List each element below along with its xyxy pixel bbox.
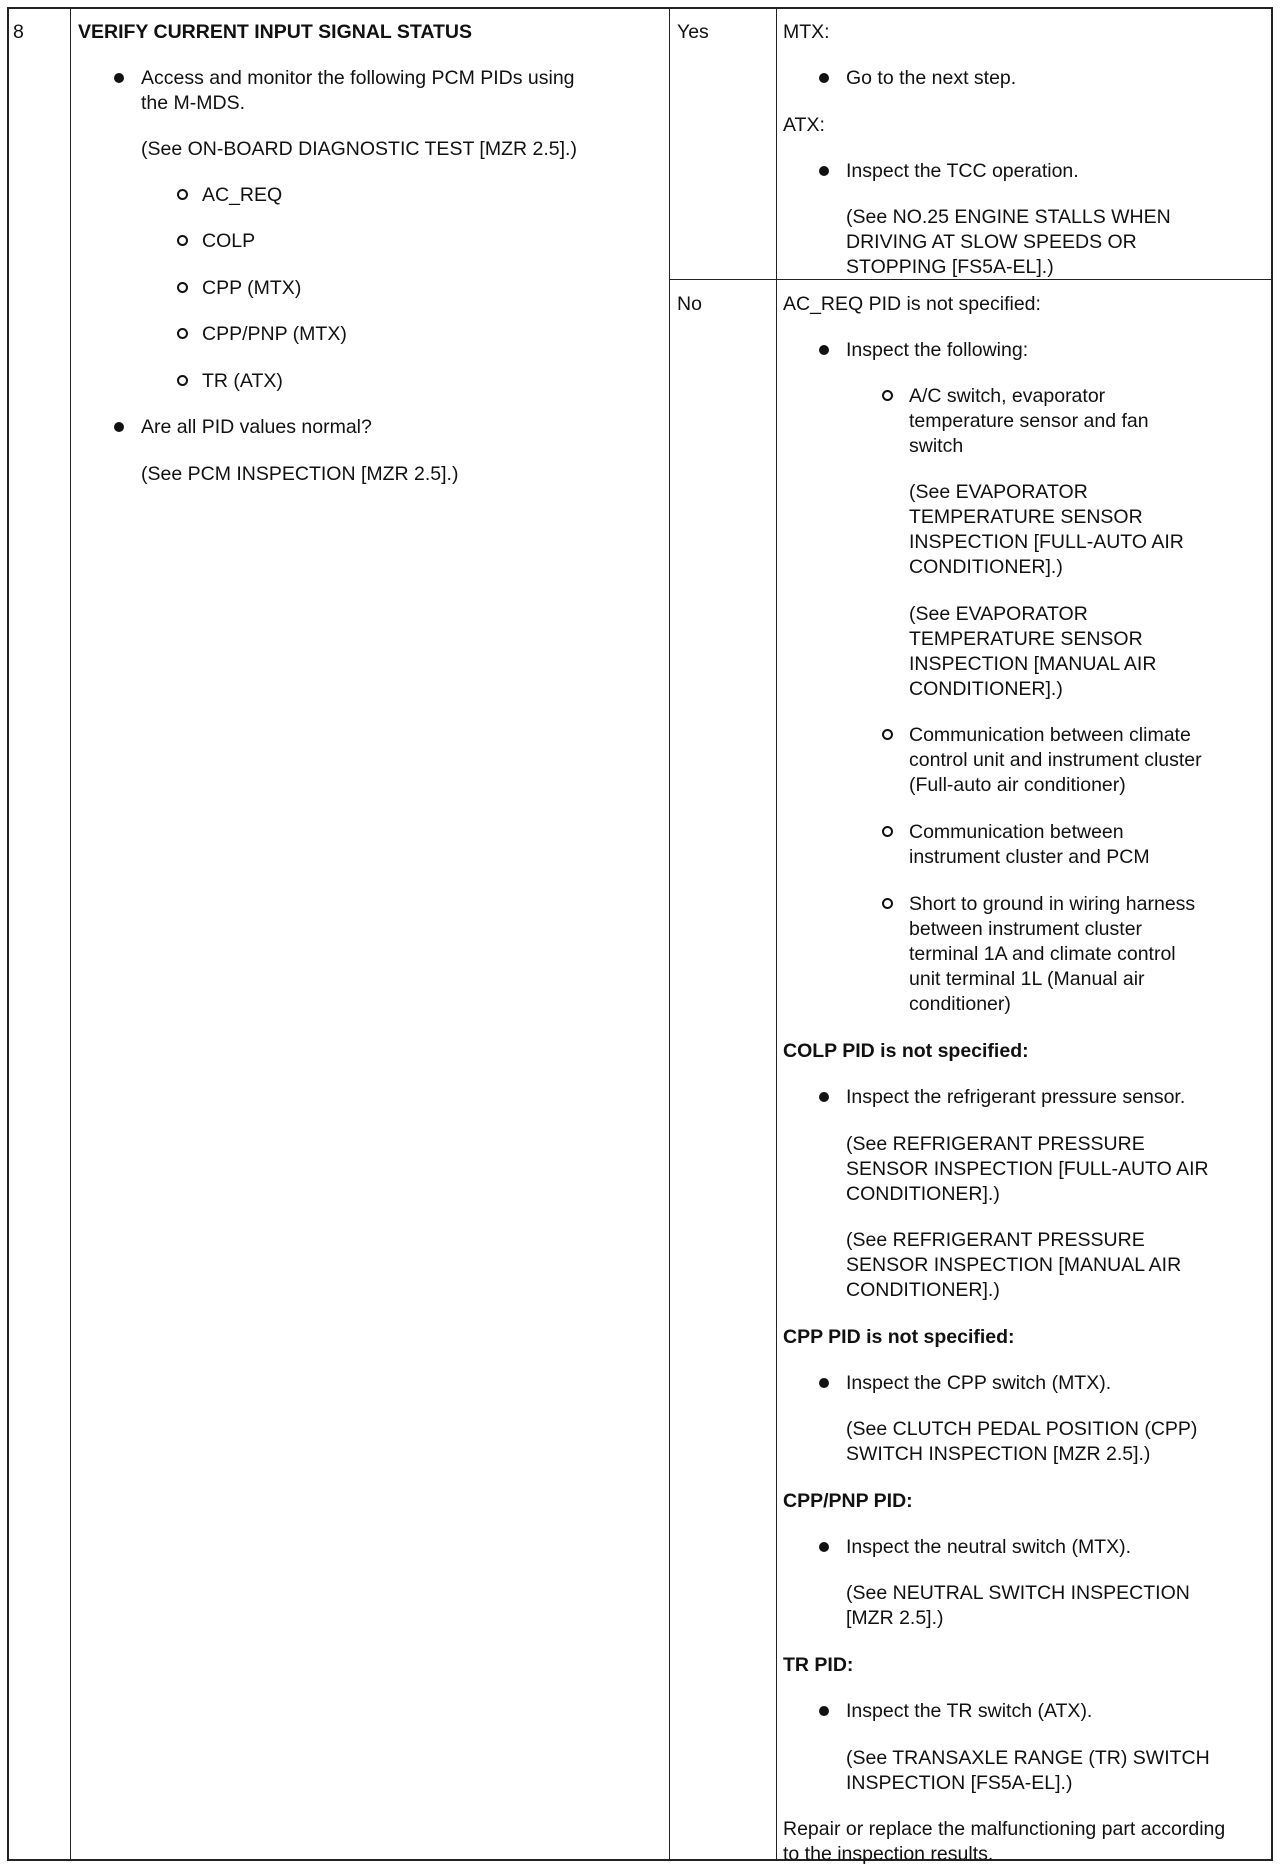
sub-item-text: conditioner): [909, 993, 1011, 1015]
sub-item-text: (Full-auto air conditioner): [909, 774, 1126, 796]
circle-bullet-icon: [177, 282, 188, 293]
acreq-heading: AC_REQ PID is not specified:: [783, 293, 1041, 315]
reference-text: CONDITIONER].): [909, 556, 1063, 578]
cpp-heading: CPP PID is not specified:: [783, 1326, 1015, 1348]
reference-text: CONDITIONER].): [846, 1183, 1000, 1205]
reference-text: DRIVING AT SLOW SPEEDS OR: [846, 231, 1137, 253]
action-text: Go to the next step.: [846, 67, 1017, 89]
reference-text: SENSOR INSPECTION [MANUAL AIR: [846, 1254, 1182, 1276]
reference-text: (See TRANSAXLE RANGE (TR) SWITCH: [846, 1747, 1210, 1769]
tr-heading: TR PID:: [783, 1654, 854, 1676]
reference-text: INSPECTION [MANUAL AIR: [909, 653, 1157, 675]
column-divider: [669, 9, 670, 1859]
reference-text: (See ON-BOARD DIAGNOSTIC TEST [MZR 2.5].): [141, 138, 577, 160]
reference-text: SWITCH INSPECTION [MZR 2.5].): [846, 1443, 1151, 1465]
bullet-icon: [114, 73, 124, 83]
atx-heading: ATX:: [783, 114, 825, 136]
question-text: Are all PID values normal?: [141, 416, 372, 438]
reference-text: (See EVAPORATOR: [909, 603, 1088, 625]
bullet-icon: [819, 73, 829, 83]
reference-text: INSPECTION [FULL-AUTO AIR: [909, 531, 1184, 553]
circle-bullet-icon: [177, 189, 188, 200]
circle-bullet-icon: [882, 826, 893, 837]
circle-bullet-icon: [177, 235, 188, 246]
pid-item: AC_REQ: [202, 184, 283, 206]
sub-item-text: A/C switch, evaporator: [909, 385, 1106, 407]
action-text: Inspect the TCC operation.: [846, 160, 1079, 182]
no-label: No: [677, 293, 702, 315]
action-text: Inspect the following:: [846, 339, 1029, 361]
sub-item-text: between instrument cluster: [909, 918, 1143, 940]
pid-item: CPP (MTX): [202, 277, 302, 299]
action-text: Inspect the TR switch (ATX).: [846, 1700, 1093, 1722]
reference-text: (See REFRIGERANT PRESSURE: [846, 1229, 1145, 1251]
reference-text: (See NO.25 ENGINE STALLS WHEN: [846, 206, 1171, 228]
column-divider: [70, 9, 71, 1859]
sub-item-text: instrument cluster and PCM: [909, 846, 1150, 868]
action-text: Inspect the neutral switch (MTX).: [846, 1536, 1132, 1558]
colp-heading: COLP PID is not specified:: [783, 1040, 1029, 1062]
final-instruction: to the inspection results.: [783, 1843, 994, 1865]
pid-item: COLP: [202, 230, 256, 252]
reference-text: (See CLUTCH PEDAL POSITION (CPP): [846, 1418, 1198, 1440]
action-text: Inspect the CPP switch (MTX).: [846, 1372, 1112, 1394]
circle-bullet-icon: [177, 375, 188, 386]
reference-text: SENSOR INSPECTION [FULL-AUTO AIR: [846, 1158, 1209, 1180]
circle-bullet-icon: [177, 328, 188, 339]
bullet-icon: [114, 422, 124, 432]
cpppnp-heading: CPP/PNP PID:: [783, 1490, 913, 1512]
sub-item-text: Short to ground in wiring harness: [909, 893, 1196, 915]
reference-text: STOPPING [FS5A-EL].): [846, 256, 1054, 278]
sub-item-text: unit terminal 1L (Manual air: [909, 968, 1145, 990]
bullet-icon: [819, 166, 829, 176]
reference-text: (See REFRIGERANT PRESSURE: [846, 1133, 1145, 1155]
step-title: VERIFY CURRENT INPUT SIGNAL STATUS: [78, 21, 472, 43]
pid-item: CPP/PNP (MTX): [202, 323, 347, 345]
bullet-icon: [819, 1706, 829, 1716]
bullet-icon: [819, 1092, 829, 1102]
sub-item-text: control unit and instrument cluster: [909, 749, 1202, 771]
reference-text: (See PCM INSPECTION [MZR 2.5].): [141, 463, 459, 485]
mtx-heading: MTX:: [783, 21, 830, 43]
circle-bullet-icon: [882, 898, 893, 909]
reference-text: CONDITIONER].): [909, 678, 1063, 700]
sub-item-text: terminal 1A and climate control: [909, 943, 1176, 965]
bullet-icon: [819, 1378, 829, 1388]
pid-item: TR (ATX): [202, 370, 283, 392]
circle-bullet-icon: [882, 390, 893, 401]
action-text: Inspect the refrigerant pressure sensor.: [846, 1086, 1186, 1108]
sub-item-text: Communication between: [909, 821, 1124, 843]
reference-text: (See EVAPORATOR: [909, 481, 1088, 503]
final-instruction: Repair or replace the malfunctioning part according: [783, 1818, 1226, 1840]
bullet-icon: [819, 1542, 829, 1552]
sub-item-text: Communication between climate: [909, 724, 1191, 746]
sub-item-text: switch: [909, 435, 964, 457]
sub-item-text: temperature sensor and fan: [909, 410, 1149, 432]
action-line: the M-MDS.: [141, 92, 246, 114]
reference-text: CONDITIONER].): [846, 1279, 1000, 1301]
reference-text: INSPECTION [FS5A-EL].): [846, 1772, 1073, 1794]
bullet-icon: [819, 345, 829, 355]
column-divider: [776, 9, 777, 1859]
reference-text: TEMPERATURE SENSOR: [909, 506, 1143, 528]
action-line: Access and monitor the following PCM PIDs using: [141, 67, 575, 89]
reference-text: (See NEUTRAL SWITCH INSPECTION: [846, 1582, 1190, 1604]
diagnostic-table: [7, 7, 1273, 1865]
step-number: 8: [13, 21, 24, 43]
circle-bullet-icon: [882, 729, 893, 740]
reference-text: [MZR 2.5].): [846, 1607, 944, 1629]
yes-label: Yes: [677, 21, 709, 43]
reference-text: TEMPERATURE SENSOR: [909, 628, 1143, 650]
